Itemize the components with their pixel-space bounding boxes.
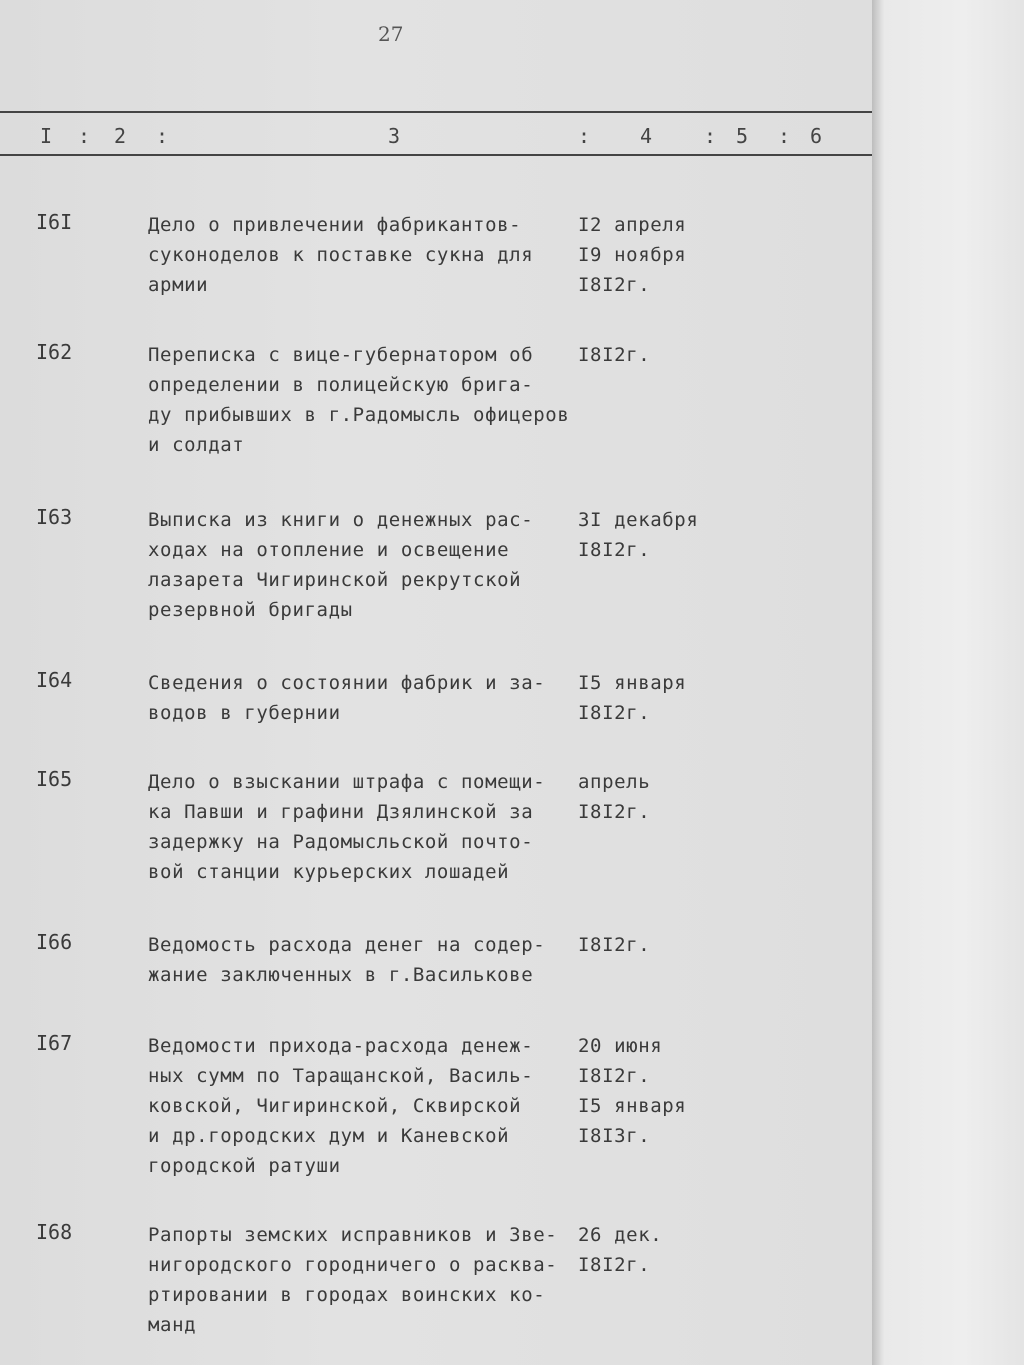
page-number: 27 bbox=[378, 22, 404, 46]
header-rule-bottom bbox=[0, 154, 872, 156]
entry-number: I62 bbox=[36, 340, 73, 364]
entry-title: Выписка из книги о денежных рас- ходах на отопление и освещение лазарета Чигиринской рекрутской резервной бригады bbox=[148, 509, 534, 621]
entry-dates: I2 апреля I9 ноября I8I2г. bbox=[578, 214, 687, 296]
entry-number: I66 bbox=[36, 930, 73, 954]
header-rule-top bbox=[0, 111, 872, 113]
entry-title: Ведомость расхода денег на содер- жание заключенных в г.Василькове bbox=[148, 934, 546, 986]
entry-dates: 20 июня I8I2г. I5 января I8I3г. bbox=[578, 1035, 687, 1147]
entry-number: I67 bbox=[36, 1031, 73, 1055]
column-separator: : bbox=[704, 124, 717, 148]
column-header-3: 3 bbox=[388, 124, 401, 148]
entry-number: I68 bbox=[36, 1220, 73, 1244]
column-separator: : bbox=[578, 124, 591, 148]
entry-dates: I8I2г. bbox=[578, 344, 651, 366]
column-header-1: I bbox=[40, 124, 53, 148]
entry-number: I64 bbox=[36, 668, 73, 692]
column-separator: : bbox=[78, 124, 91, 148]
next-page-edge bbox=[872, 0, 1024, 1365]
entry-dates: I5 января I8I2г. bbox=[578, 672, 687, 724]
entry-title: Сведения о состоянии фабрик и за- водов в губернии bbox=[148, 672, 546, 724]
entry-title: Дело о привлечении фабрикантов- суконоделов к поставке сукна для армии bbox=[148, 214, 534, 296]
column-header-2: 2 bbox=[114, 124, 127, 148]
entry-title: Переписка с вице-губернатором об определении в полицейскую брига- ду прибывших в г.Радомысль офицеров и солдат bbox=[148, 344, 570, 456]
entry-title: Дело о взыскании штрафа с помещи- ка Павши и графини Дзялинской за задержку на Радомысльской почто- вой станции курьерских лошадей bbox=[148, 771, 546, 883]
entry-title: Ведомости прихода-расхода денеж- ных сумм по Таращанской, Василь- ковской, Чигиринской, Сквирской и др.городских дум и Каневской городской ратуши bbox=[148, 1035, 534, 1177]
entry-title: Рапорты земских исправников и Зве- нигородского городничего о расква- ртировании в городах воинских ко- манд bbox=[148, 1224, 558, 1336]
entry-dates: 26 дек. I8I2г. bbox=[578, 1224, 663, 1276]
column-header-5: 5 bbox=[736, 124, 749, 148]
column-separator: : bbox=[156, 124, 169, 148]
entry-dates: I8I2г. bbox=[578, 934, 651, 956]
entry-number: I65 bbox=[36, 767, 73, 791]
column-header-6: 6 bbox=[810, 124, 823, 148]
entry-number: I6I bbox=[36, 210, 73, 234]
entry-dates: 3I декабря I8I2г. bbox=[578, 509, 699, 561]
column-header-4: 4 bbox=[640, 124, 653, 148]
column-separator: : bbox=[778, 124, 791, 148]
entry-number: I63 bbox=[36, 505, 73, 529]
entry-dates: апрель I8I2г. bbox=[578, 771, 651, 823]
